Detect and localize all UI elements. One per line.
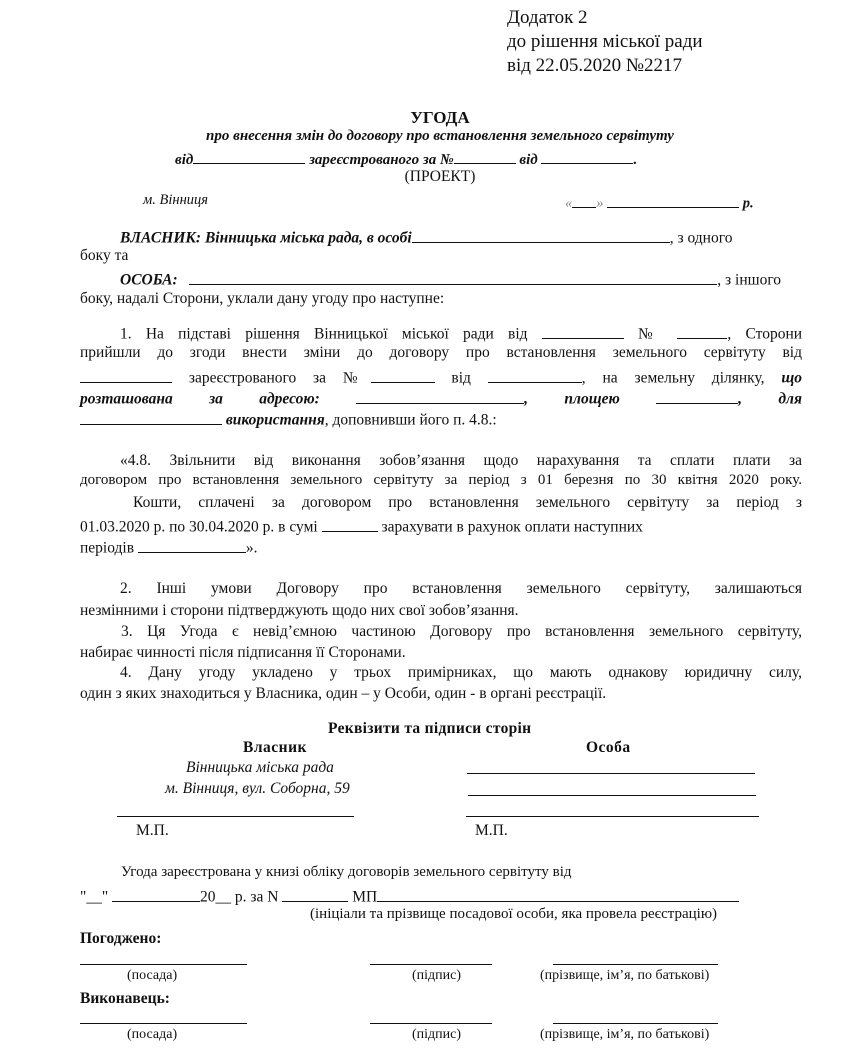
day-blank[interactable] (572, 192, 596, 208)
person-line-1[interactable] (467, 773, 755, 774)
executor-signature-caption: (підпис) (412, 1027, 462, 1042)
person-continuation: боку, надалі Сторони, уклали дану угоду про наступне: (80, 290, 445, 307)
area-blank[interactable] (656, 387, 738, 404)
clause48-period: 01.03.2020 р. по 30.04.2020 р. в сумі (80, 518, 318, 536)
signatures-heading: Реквізити та підписи сторін (328, 720, 532, 737)
owner-continuation: боку та (80, 247, 129, 264)
title-date-blank[interactable] (193, 148, 305, 164)
executor-position-caption: (посада) (127, 1027, 178, 1042)
registration-day: "__" (80, 888, 109, 906)
sum-blank[interactable] (322, 515, 378, 532)
executor-name-line[interactable] (553, 1023, 718, 1024)
approved-position-caption: (посада) (127, 968, 178, 983)
person-name-blank[interactable] (189, 268, 717, 285)
month-blank[interactable] (607, 192, 739, 208)
owner-title: Власник (243, 739, 307, 756)
clause1-line3 (80, 366, 802, 388)
decision-date-blank[interactable] (542, 322, 624, 339)
appendix-line-2: до рішення міської ради (507, 31, 703, 52)
clause1-from: від (451, 369, 471, 387)
clause1-which: що (781, 369, 803, 387)
person-signature-line[interactable] (466, 816, 759, 817)
approved-signature-line[interactable] (370, 964, 492, 965)
executor-position-line[interactable] (80, 1023, 247, 1024)
stamp-left: М.П. (136, 822, 169, 839)
title-from-2: від (519, 152, 538, 168)
registration-date-blank[interactable] (488, 366, 582, 383)
owner-signature-line[interactable] (117, 816, 354, 817)
appendix-line-3: від 22.05.2020 №2217 (507, 55, 683, 76)
approved-label: Погоджено: (80, 930, 162, 947)
owner-tail: , з одного (669, 229, 733, 247)
owner-label: ВЛАСНИК: (120, 229, 202, 247)
clause1-for-label: , для (738, 390, 803, 408)
clause1-line5 (80, 408, 497, 430)
owner-text: Вінницька міська рада, в особі (204, 229, 412, 247)
clause48-line3: Кошти, сплачені за договором про встановлення земельного сервітуту за період з (133, 494, 802, 511)
clause1-usage-label: використання (225, 411, 325, 429)
city-label: м. Вінниця (143, 192, 209, 208)
registration-number-blank[interactable] (282, 885, 348, 902)
clause48-line1: «4.8. Звільнити від виконання зобов’язання щодо нарахування та сплати плати за (120, 452, 802, 469)
person-line-2[interactable] (468, 795, 756, 796)
approved-name-line[interactable] (553, 964, 718, 965)
title-from: від (175, 152, 194, 168)
clause1-registered: зареєстрованого за № (188, 369, 371, 387)
registration-line1: Угода зареєстрована у книзі обліку договорів земельного сервітуту від (121, 864, 572, 880)
stamp-right: М.П. (475, 822, 508, 839)
owner-representative-blank[interactable] (412, 226, 670, 243)
clause4-line1: 4. Дану угоду укладено у трьох примірниках, що мають однакову юридичну силу, (120, 664, 802, 681)
person-tail: , з іншого (717, 271, 782, 289)
periods-blank[interactable] (138, 536, 246, 553)
registration-mp: МП (352, 888, 378, 906)
agreement-number-blank[interactable] (371, 366, 435, 383)
owner-address: м. Вінниця, вул. Соборна, 59 (165, 780, 350, 797)
clause1-address-label: розташована за адресою: (80, 390, 320, 408)
quote-open: « (565, 195, 573, 212)
title-ref-line: від зареєстрованого за № від . (175, 148, 637, 169)
clause48-line5 (80, 536, 258, 558)
clause1-number-sign: № (638, 325, 664, 343)
owner-name: Вінницька міська рада (186, 759, 334, 776)
clause3-line1: 3. Ця Угода є невід’ємною частиною Договору про встановлення земельного сервітуту, (121, 623, 802, 640)
clause1-land-plot: , на земельну ділянку, (581, 369, 765, 387)
clause1-supplement: , доповнивши його п. 4.8.: (324, 411, 497, 429)
clause2-line2: незмінними і сторони підтверджують щодо них свої зобов’язання. (80, 602, 519, 619)
decision-number-blank[interactable] (677, 322, 727, 339)
clause1-line1 (120, 322, 802, 344)
executor-name-caption: (прізвище, ім’я, по батькові) (540, 1027, 710, 1042)
title-date-blank-2[interactable] (541, 148, 633, 164)
appendix-line-1: Додаток 2 (507, 7, 588, 28)
person-label: ОСОБА: (120, 271, 178, 289)
document-title: УГОДА (410, 108, 470, 127)
registration-month-blank[interactable] (112, 885, 200, 902)
clause1-text-c: , Сторони (727, 325, 803, 343)
date-line (565, 192, 754, 213)
registration-line2 (80, 885, 739, 907)
clause48-periods: періодів (80, 539, 135, 557)
registrar-blank[interactable] (377, 885, 739, 902)
clause48-line4 (80, 515, 643, 537)
owner-line (120, 226, 732, 248)
clause2-line1: 2. Інші умови Договору про встановлення земельного сервітуту, залишаються (120, 580, 802, 597)
year-suffix: р. (742, 195, 754, 212)
approved-position-line[interactable] (80, 964, 247, 965)
draft-label: (ПРОЕКТ) (404, 168, 476, 185)
clause4-line2: один з яких знаходиться у Власника, один – у Особи, один - в органі реєстрації. (80, 685, 607, 702)
clause48-line2: договором про встановлення земельного сервітуту за період з 01 березня по 30 квітня 2020 року. (80, 472, 802, 488)
approved-name-caption: (прізвище, ім’я, по батькові) (540, 968, 710, 983)
approved-signature-caption: (підпис) (412, 968, 462, 983)
executor-signature-line[interactable] (370, 1023, 492, 1024)
clause1-line2: прийшли до згоди внести зміни до договору про встановлення земельного сервітуту від (80, 344, 802, 361)
clause1-area-label: , площею (524, 390, 620, 408)
clause48-close: ». (245, 539, 258, 557)
quote-close: » (596, 195, 604, 212)
document-subtitle: про внесення змін до договору про встановлення земельного сервітуту (206, 128, 674, 144)
title-number-blank[interactable] (454, 148, 516, 164)
registration-year: 20__ р. за N (200, 888, 279, 906)
address-blank[interactable] (356, 387, 524, 404)
title-registered: зареєстрованого за № (309, 152, 454, 168)
agreement-date-blank[interactable] (80, 366, 172, 383)
clause3-line2: набирає чинності після підписання її Сторонами. (80, 644, 406, 661)
clause1-text-a: 1. На підставі рішення Вінницької міської ради від (120, 325, 528, 343)
usage-purpose-blank[interactable] (80, 408, 222, 425)
person-title: Особа (586, 739, 631, 756)
clause1-line4 (80, 387, 802, 409)
registration-note: (ініціали та прізвище посадової особи, яка провела реєстрацію) (310, 906, 718, 922)
clause48-credit: зарахувати в рахунок оплати наступних (381, 518, 643, 536)
person-line (120, 268, 781, 290)
executor-label: Виконавець: (80, 990, 170, 1007)
